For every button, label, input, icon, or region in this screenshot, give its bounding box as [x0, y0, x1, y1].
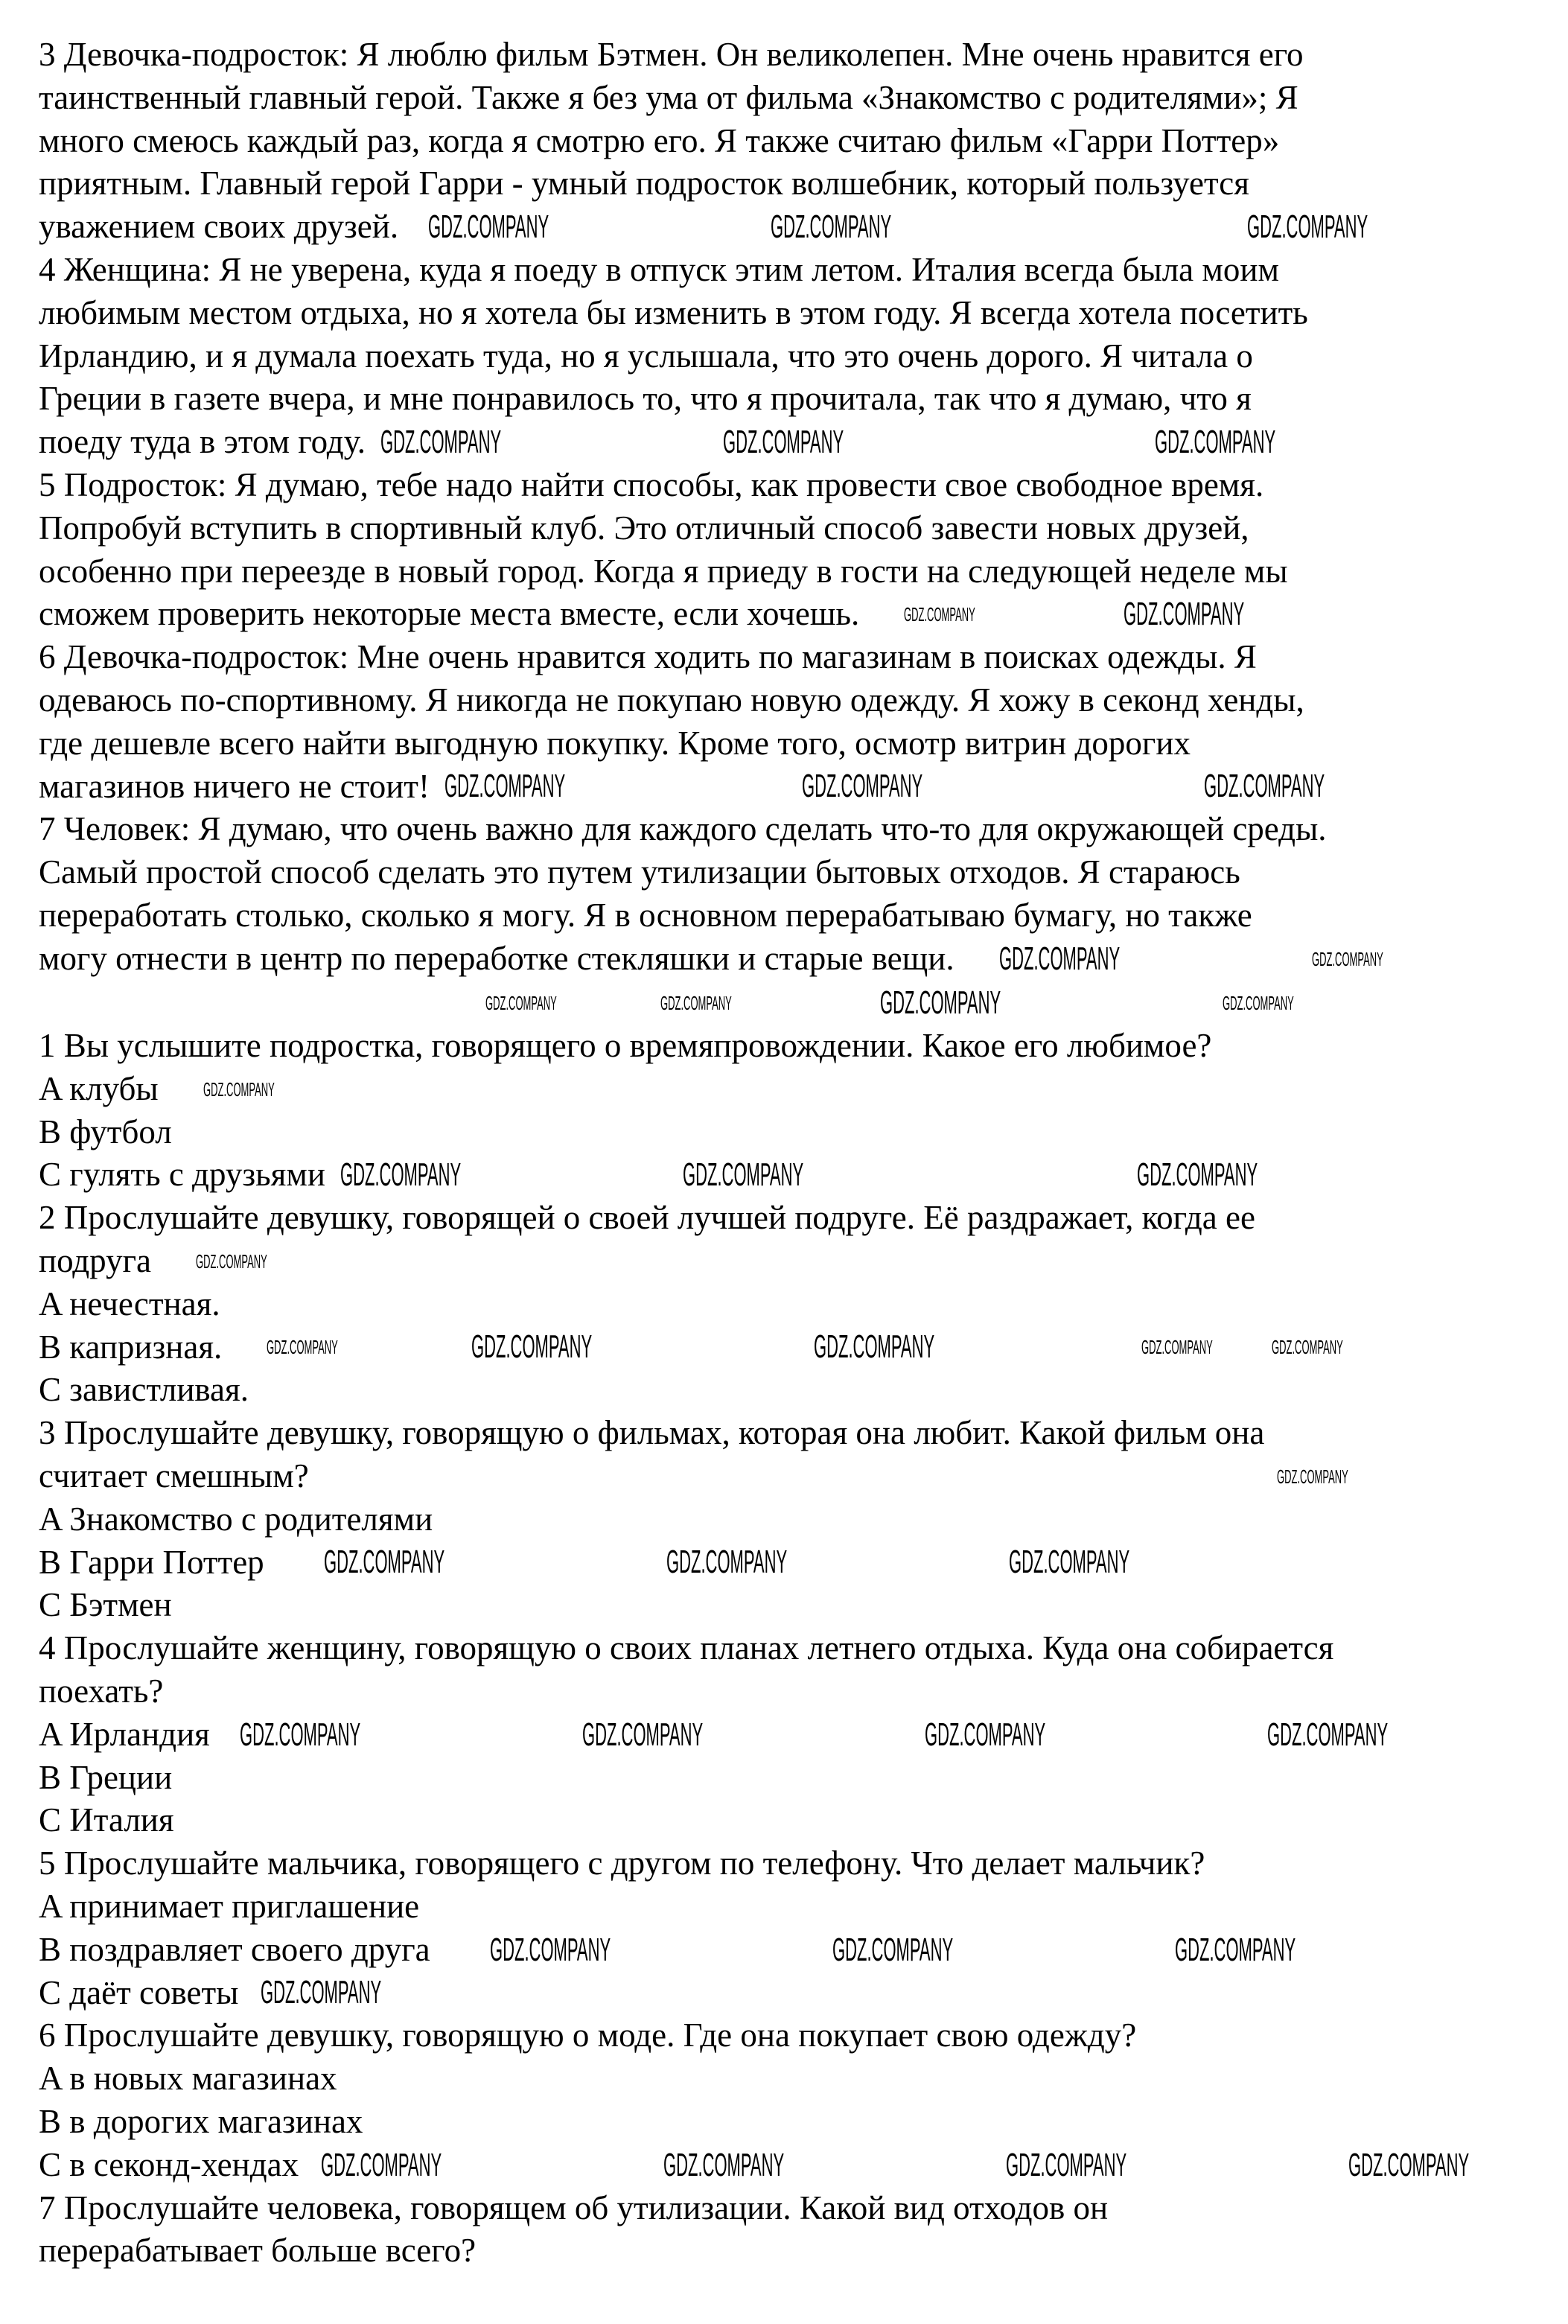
transcript-line [39, 550, 1550, 593]
transcript-line-text: переработать столько, сколько я могу. Я в основном перерабатываю бумагу, но также [39, 896, 1252, 934]
watermark: GDZ.COMPANY [239, 1716, 361, 1753]
question-line [39, 1153, 1550, 1197]
question-line [39, 2144, 1550, 2187]
transcript-line [39, 162, 1550, 206]
transcript-line-text: уважением своих друзей. [39, 208, 399, 246]
question-line [39, 1326, 1550, 1369]
question-line [39, 2229, 1550, 2273]
question-line [39, 1197, 1550, 1240]
transcript-line-text: могу отнести в центр по переработке стекляшки и старые вещи. [39, 939, 954, 977]
watermark: GDZ.COMPANY [340, 1156, 462, 1194]
watermark: GDZ.COMPANY [1154, 424, 1276, 461]
question-line [39, 1025, 1550, 1068]
transcript-line [39, 636, 1550, 679]
question-line [39, 1842, 1550, 1885]
question-line-text: 6 Прослушайте девушку, говорящую о моде. Где она покупает свою одежду? [39, 2016, 1137, 2054]
transcript-line-text: Ирландию, и я думала поехать туда, но я услышала, что это очень дорого. Я читала о [39, 337, 1253, 375]
watermark: GDZ.COMPANY [1223, 991, 1294, 1014]
watermark: GDZ.COMPANY [1136, 1156, 1258, 1194]
watermark: GDZ.COMPANY [323, 1544, 444, 1581]
question-line-text: A принимает приглашение [39, 1887, 420, 1925]
transcript-line [39, 421, 1550, 464]
watermark: GDZ.COMPANY [444, 768, 566, 805]
watermark: GDZ.COMPANY [1311, 947, 1383, 970]
watermark: GDZ.COMPANY [267, 1336, 339, 1359]
question-line-text: A в новых магазинах [39, 2060, 337, 2098]
watermark: GDZ.COMPANY [814, 1328, 935, 1366]
watermark: GDZ.COMPANY [1006, 2146, 1127, 2183]
question-line [39, 1929, 1550, 1972]
transcript-line [39, 34, 1550, 77]
watermark: GDZ.COMPANY [1247, 208, 1368, 246]
question-line-text: B Гарри Поттер [39, 1543, 264, 1581]
transcript-line-text: магазинов ничего не стоит! [39, 767, 430, 805]
transcript-line [39, 679, 1550, 722]
question-line-text: B поздравляет своего друга [39, 1930, 430, 1968]
question-line [39, 2101, 1550, 2144]
watermark: GDZ.COMPANY [471, 1328, 593, 1366]
watermark: GDZ.COMPANY [1008, 1544, 1129, 1581]
question-line [39, 2187, 1550, 2230]
question-line-text: 5 Прослушайте мальчика, говорящего с другом по телефону. Что делает мальчик? [39, 1844, 1205, 1882]
question-line-text: перерабатывает больше всего? [39, 2232, 477, 2270]
transcript-line-text: 5 Подросток: Я думаю, тебе надо найти способы, как провести свое свободное время. [39, 465, 1264, 503]
watermark: GDZ.COMPANY [1276, 1465, 1348, 1488]
question-line [39, 1757, 1550, 1800]
watermark: GDZ.COMPANY [1141, 1336, 1214, 1359]
watermark: GDZ.COMPANY [489, 1931, 611, 1968]
watermark: GDZ.COMPANY [1348, 2146, 1470, 2183]
question-line [39, 1541, 1550, 1585]
watermark: GDZ.COMPANY [722, 424, 844, 461]
watermark: GDZ.COMPANY [380, 424, 502, 461]
watermark: GDZ.COMPANY [663, 2146, 785, 2183]
transcript-line-text: сможем проверить некоторые места вместе, если хочешь. [39, 595, 860, 633]
watermark: GDZ.COMPANY [998, 940, 1120, 977]
question-line-text: считает смешным? [39, 1457, 309, 1494]
watermark: GDZ.COMPANY [1272, 1336, 1344, 1359]
question-line [39, 1670, 1550, 1713]
transcript-line-text: 4 Женщина: Я не уверена, куда я поеду в отпуск этим летом. Италия всегда была моим [39, 250, 1279, 288]
question-line-text: A клубы [39, 1069, 159, 1107]
watermark-row [39, 981, 1550, 1024]
transcript-line [39, 206, 1550, 249]
transcript-line [39, 808, 1550, 851]
transcript-line [39, 77, 1550, 120]
transcript-line-text: где дешевле всего найти выгодную покупку. Кроме того, осмотр витрин дорогих [39, 724, 1191, 762]
question-line [39, 1412, 1550, 1455]
transcript-line [39, 120, 1550, 163]
transcript-line-text: одеваюсь по-спортивному. Я никогда не покупаю новую одежду. Я хожу в секонд хенды, [39, 681, 1304, 719]
question-line [39, 2057, 1550, 2101]
question-line [39, 1369, 1550, 1412]
question-line-text: C гулять с друзьями [39, 1156, 325, 1194]
transcript-line [39, 722, 1550, 765]
transcript-line-text: любимым местом отдыха, но я хотела бы изменить в этом году. Я всегда хотела посетить [39, 293, 1308, 331]
transcript-line-text: приятным. Главный герой Гарри - умный подросток волшебник, который пользуется [39, 165, 1249, 203]
question-line-text: 1 Вы услышите подростка, говорящего о времяпровождении. Какое его любимое? [39, 1027, 1212, 1064]
question-line [39, 1799, 1550, 1842]
transcript-line [39, 292, 1550, 335]
question-line [39, 1627, 1550, 1670]
question-line [39, 1283, 1550, 1326]
watermark: GDZ.COMPANY [660, 991, 732, 1014]
watermark: GDZ.COMPANY [428, 208, 549, 246]
transcript-line [39, 765, 1550, 809]
watermark: GDZ.COMPANY [666, 1544, 787, 1581]
watermark: GDZ.COMPANY [203, 1077, 275, 1101]
question-line-text: C в секонд-хендах [39, 2145, 299, 2183]
question-line-text: B капризная. [39, 1328, 223, 1366]
watermark: GDZ.COMPANY [771, 208, 892, 246]
transcript-line-text: 6 Девочка-подросток: Мне очень нравится ходить по магазинам в поисках одежды. Я [39, 638, 1257, 676]
question-line-text: C Бэтмен [39, 1586, 172, 1624]
question-line-text: A нечестная. [39, 1284, 220, 1322]
question-line-text: C завистливая. [39, 1371, 249, 1409]
question-line [39, 1111, 1550, 1154]
transcript-line-text: особенно при переезде в новый город. Когда я приеду в гости на следующей неделе мы [39, 552, 1288, 590]
transcript-line [39, 894, 1550, 937]
transcript-line [39, 593, 1550, 636]
question-line [39, 1240, 1550, 1283]
transcript-line-text: Попробуй вступить в спортивный клуб. Это отличный способ завести новых друзей, [39, 509, 1249, 547]
transcript-line-text: 7 Человек: Я думаю, что очень важно для каждого сделать что-то для окружающей среды. [39, 810, 1327, 848]
watermark: GDZ.COMPANY [261, 1974, 382, 2011]
transcript-line-text: поеду туда в этом году. [39, 423, 366, 461]
transcript-line [39, 937, 1550, 981]
watermark: GDZ.COMPANY [485, 991, 557, 1014]
transcript-line-text: 3 Девочка-подросток: Я люблю фильм Бэтмен. Он великолепен. Мне очень нравится его [39, 36, 1304, 73]
question-line-text: B в дорогих магазинах [39, 2102, 363, 2140]
transcript-line [39, 335, 1550, 378]
watermark: GDZ.COMPANY [904, 603, 976, 626]
watermark: GDZ.COMPANY [1174, 1931, 1295, 1968]
transcript-line [39, 851, 1550, 894]
question-line [39, 2014, 1550, 2057]
watermark: GDZ.COMPANY [924, 1716, 1046, 1753]
transcript-line-text: таинственный главный герой. Также я без ума от фильма «Знакомство с родителями»; Я [39, 78, 1298, 116]
question-line-text: A Ирландия [39, 1715, 210, 1753]
watermark: GDZ.COMPANY [196, 1249, 267, 1273]
question-line-text: 3 Прослушайте девушку, говорящую о фильмах, которая она любит. Какой фильм она [39, 1414, 1265, 1452]
question-line-text: подруга [39, 1241, 152, 1279]
question-line [39, 1068, 1550, 1111]
transcript-line-text: Греции в газете вчера, и мне понравилось то, что я прочитала, так что я думаю, что я [39, 380, 1252, 418]
question-line [39, 1455, 1550, 1498]
watermark: GDZ.COMPANY [832, 1931, 953, 1968]
question-line-text: 2 Прослушайте девушку, говорящей о своей лучшей подруге. Её раздражает, когда ее [39, 1199, 1255, 1237]
transcript-line [39, 249, 1550, 292]
transcript-line-text: Самый простой способ сделать это путем утилизации бытовых отходов. Я стараюсь [39, 853, 1240, 891]
watermark: GDZ.COMPANY [1266, 1716, 1389, 1753]
transcript-line [39, 378, 1550, 421]
question-line-text: B футбол [39, 1112, 172, 1150]
watermark: GDZ.COMPANY [1124, 596, 1245, 633]
listening-questions [39, 1025, 1550, 2273]
question-line [39, 1885, 1550, 1929]
watermark: GDZ.COMPANY [801, 768, 923, 805]
transcript-line [39, 507, 1550, 550]
question-line [39, 1972, 1550, 2015]
question-line-text: 4 Прослушайте женщину, говорящую о своих планах летнего отдыха. Куда она собирается [39, 1629, 1334, 1667]
watermark: GDZ.COMPANY [581, 1716, 704, 1753]
question-line [39, 1498, 1550, 1541]
question-line-text: C даёт советы [39, 1973, 239, 2011]
question-line [39, 1584, 1550, 1627]
transcript-line [39, 464, 1550, 507]
question-line-text: 7 Прослушайте человека, говорящем об утилизации. Какой вид отходов он [39, 2188, 1109, 2226]
watermark: GDZ.COMPANY [321, 2146, 442, 2183]
question-line-text: C Италия [39, 1801, 174, 1839]
transcript-line-text: много смеюсь каждый раз, когда я смотрю его. Я также считаю фильм «Гарри Поттер» [39, 121, 1280, 159]
watermark: GDZ.COMPANY [880, 984, 1001, 1021]
question-line-text: A Знакомство с родителями [39, 1500, 433, 1538]
watermark: GDZ.COMPANY [1203, 768, 1325, 805]
question-line-text: B Греции [39, 1758, 173, 1796]
question-line-text: поехать? [39, 1672, 164, 1710]
question-line [39, 1713, 1550, 1757]
watermark: GDZ.COMPANY [682, 1156, 804, 1194]
listening-transcript [39, 34, 1550, 981]
